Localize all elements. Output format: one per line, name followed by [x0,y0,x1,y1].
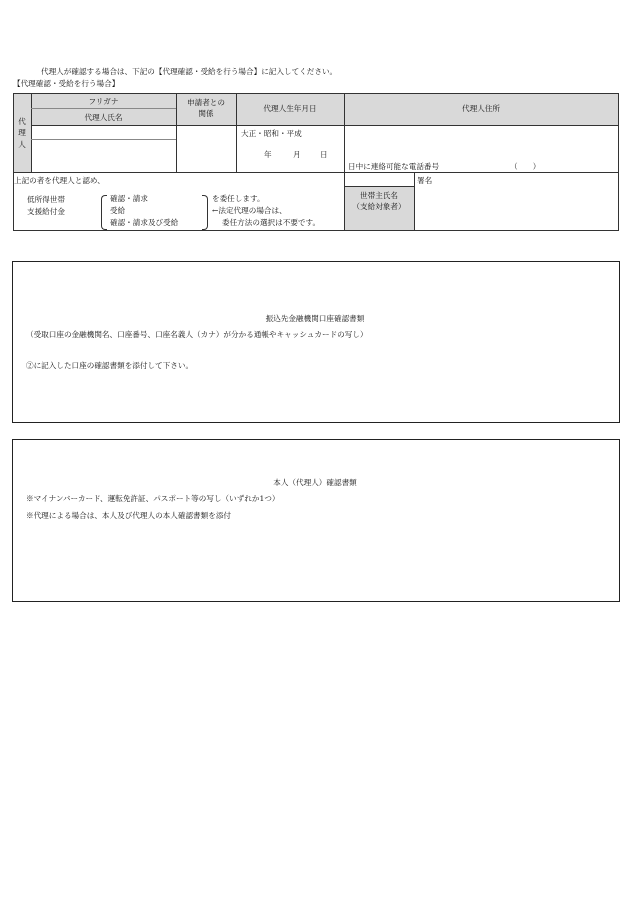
header-address: 代理人住所 [462,104,500,113]
daytime-phone-label: 日中に連絡可能な電話番号 [348,162,440,171]
header-dob: 代理人生年月日 [263,104,317,113]
option-confirm-claim-receive[interactable]: 確認・請求及び受給 [110,218,179,227]
benefit-name-2: 支援給付金 [27,207,65,216]
header-relation-1: 申請者との [187,98,225,107]
relation-field[interactable] [177,126,236,172]
benefit-name-1: 低所得世帯 [27,195,65,204]
household-head-label-1: 世帯主氏名 [360,191,398,200]
id-box-line2: ※代理による場合は、本人及び代理人の本人確認書類を添付 [26,511,232,520]
bank-document-box [12,261,620,423]
legal-note-2: 委任方法の選択は不要です。 [222,218,321,227]
agent-label-1: 代 [18,117,26,126]
agent-label-2: 理 [18,128,26,137]
phone-area-paren[interactable]: （ ） [510,162,541,171]
bank-box-line2: ②に記入した口座の確認書類を添付して下さい。 [26,361,194,370]
dob-day-label: 日 [320,150,328,159]
delegate-text: を委任します。 [212,194,265,203]
bank-box-title: 振込先金融機関口座確認書類 [265,314,365,323]
right-brace [202,195,208,230]
dob-month-label: 月 [293,150,301,159]
signature-field[interactable] [415,186,617,229]
legal-note-1: ←法定代理の場合は、 [212,206,287,215]
address-field[interactable] [345,126,617,158]
bank-box-line1: （受取口座の金融機関名、口座番号、口座名義人（カナ）が分かる通帳やキャッシュカードの写し） [26,330,368,339]
header-agent-name: 代理人氏名 [84,113,123,122]
delegation-intro: 上記の者を代理人と認め、 [14,176,105,185]
furigana-field[interactable] [32,126,176,139]
header-furigana: フリガナ [88,97,119,106]
option-confirm-claim[interactable]: 確認・請求 [110,194,148,203]
intro-text: 代理人が確認する場合は、下記の【代理確認・受給を行う場合】に記入してください。 [41,67,338,76]
dob-year-label: 年 [264,150,272,159]
section-title: 【代理確認・受給を行う場合】 [13,79,120,88]
agent-label-3: 人 [18,140,26,149]
header-relation-2: 関係 [198,109,214,118]
id-document-box [12,439,620,602]
signature-label: 署名 [417,176,433,185]
household-head-label-2: （支給対象者） [352,202,406,211]
id-box-line1: ※マイナンバーカード、運転免許証、パスポート等の写し（いずれか1つ） [26,494,280,503]
left-brace [101,195,107,230]
option-receive[interactable]: 受給 [110,206,126,215]
id-box-title: 本人（代理人）確認書類 [273,478,357,487]
era-options[interactable]: 大正・昭和・平成 [241,129,302,138]
agent-name-field[interactable] [32,140,176,172]
